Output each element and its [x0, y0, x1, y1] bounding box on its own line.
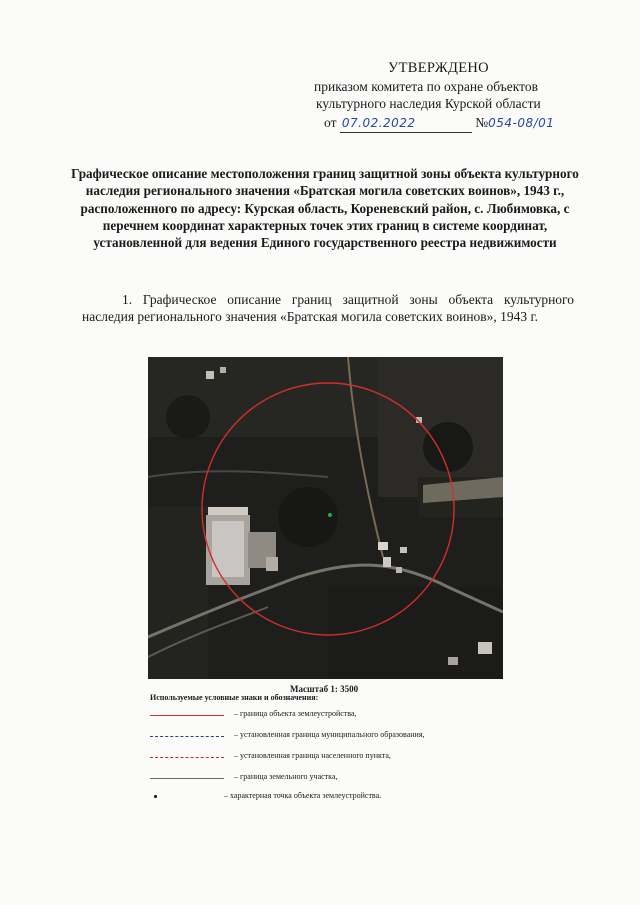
legend-blue-dashed-line	[150, 736, 224, 737]
approval-line-2: культурного наследия Курской области	[316, 96, 541, 111]
legend-gray-line	[150, 778, 224, 779]
legend-item-label: – граница объекта землеустройства,	[234, 709, 357, 718]
satellite-map	[148, 357, 503, 679]
legend-point-icon	[154, 795, 157, 798]
legend-item-settlement-boundary	[150, 750, 570, 764]
legend-item-label: – установленная граница населенного пункта,	[234, 751, 391, 760]
document-title: Графическое описание местоположения границ защитной зоны объекта культурного наследия регионального значения «Братская могила советских воинов», 1943 г., расположенного по адресу: Курская область, Кореневский район, с. Любимовка, с перечнем координат характерных точек этих границ в системе координат, установленной для ведения Единого государственного реестра недвижимости	[71, 166, 579, 251]
approval-date-number-line	[324, 114, 554, 133]
approval-number: 054-08/01	[488, 116, 555, 130]
map-image	[148, 357, 503, 679]
section-1-text: 1. Графическое описание границ защитной зоны объекта культурного наследия регионального значения «Братская могила советских воинов», 1943 г.	[82, 292, 574, 324]
legend-item-municipal-boundary	[150, 729, 570, 743]
approval-heading: УТВЕРЖДЕНО	[388, 60, 489, 76]
legend-red-solid-line	[150, 715, 224, 716]
approval-from-label: от	[324, 115, 337, 130]
legend-red-dashed-line	[150, 757, 224, 758]
approval-line-1: приказом комитета по охране объектов	[314, 79, 538, 94]
legend-item-characteristic-point	[150, 790, 570, 804]
legend-title: Используемые условные знаки и обозначения:	[150, 693, 319, 702]
approval-number-label: №	[475, 115, 489, 130]
legend-item-land-plot-boundary	[150, 771, 570, 785]
legend-item-label: – характерная точка объекта землеустройства.	[224, 791, 382, 800]
legend-item-label: – граница земельного участка,	[234, 772, 338, 781]
approval-date: 07.02.2022	[340, 115, 472, 133]
legend-item-land-object-boundary	[150, 708, 570, 722]
legend-item-label: – установленная граница муниципального образования,	[234, 730, 425, 739]
map-scale: Масштаб 1: 3500	[290, 684, 359, 694]
